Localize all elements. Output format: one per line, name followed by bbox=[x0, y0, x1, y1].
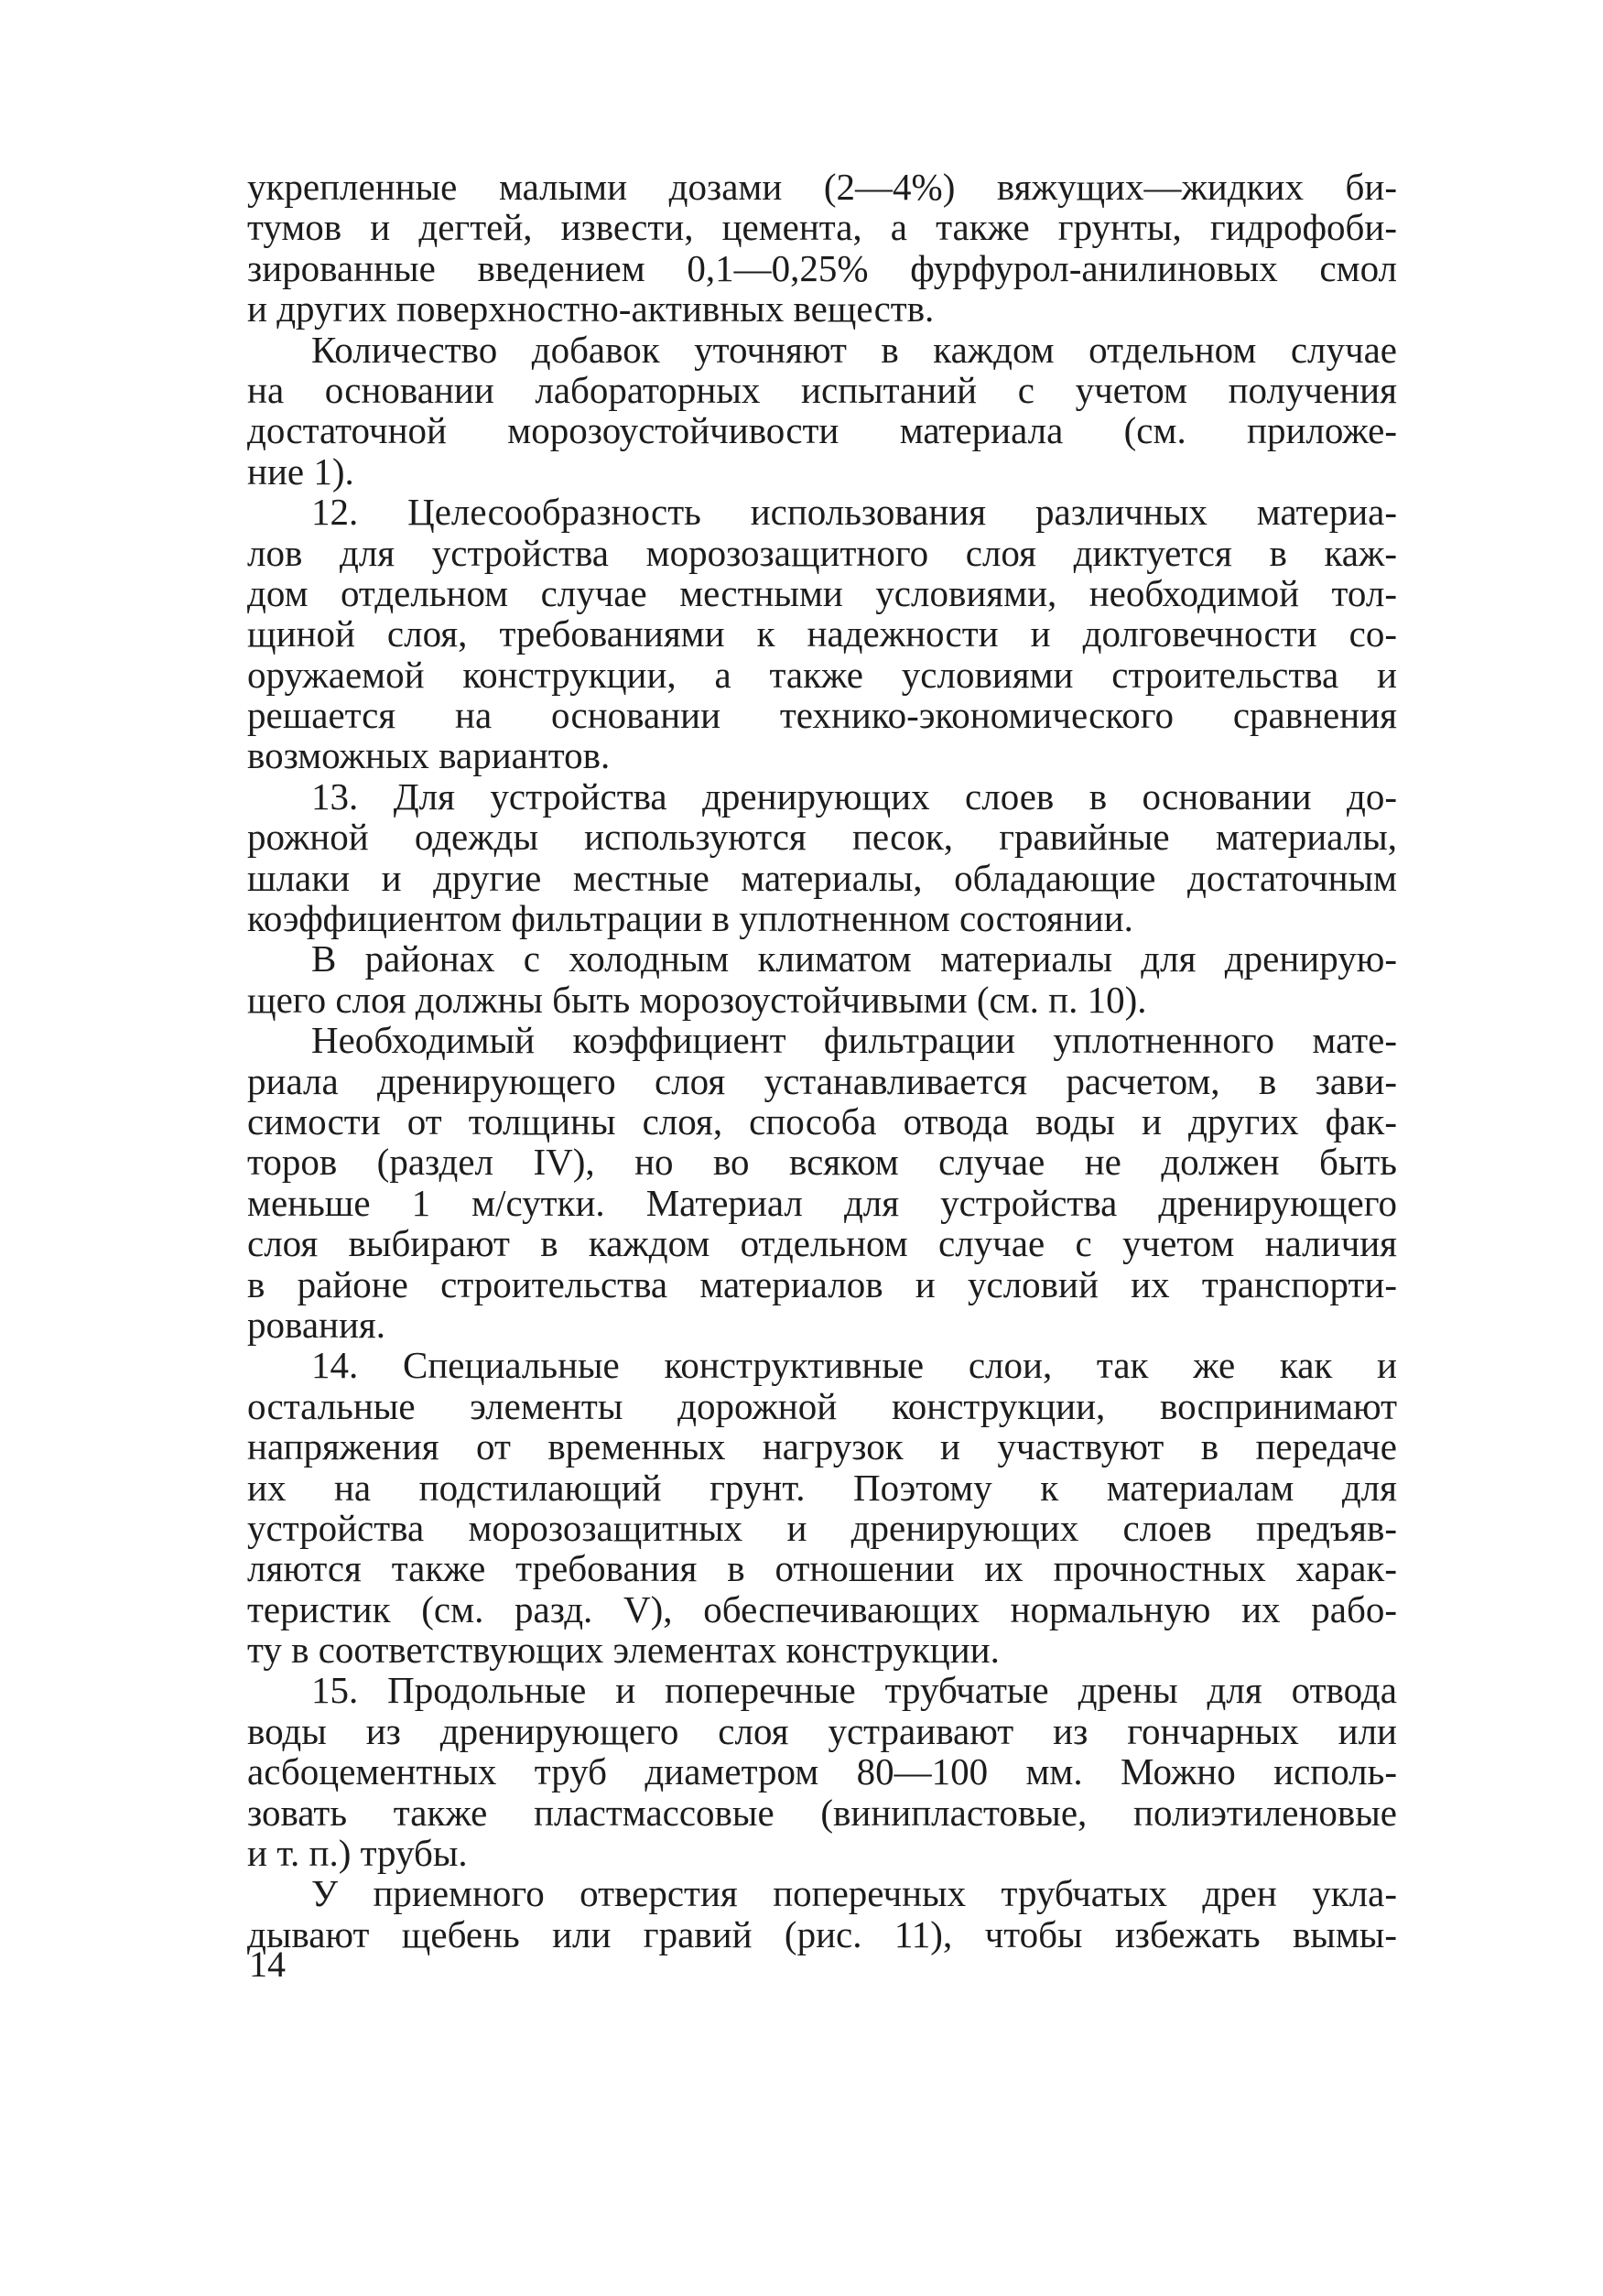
text-line: зовать также пластмассовые (винипластовые, полиэтиленовые bbox=[247, 1791, 1397, 1834]
text-line: их на подстилающий грунт. Поэтому к материалам для bbox=[247, 1466, 1397, 1509]
text-line: в районе строительства материалов и условий их транспорти- bbox=[247, 1262, 1397, 1305]
text-line: теристик (см. разд. V), обеспечивающих нормальную их рабо- bbox=[247, 1587, 1397, 1630]
text-line: У приемного отверстия поперечных трубчатых дрен укла- bbox=[311, 1872, 1397, 1915]
text-line: шлаки и другие местные материалы, обладающие достаточным bbox=[247, 856, 1397, 899]
text-line: 14. Специальные конструктивные слои, так же как и bbox=[311, 1344, 1397, 1387]
text-line: В районах с холодным климатом материалы для дренирую- bbox=[311, 937, 1397, 980]
text-line: оружаемой конструкции, а также условиями строительства и bbox=[247, 653, 1397, 696]
text-line: щего слоя должны быть морозоустойчивыми (см. п. 10). bbox=[247, 978, 1147, 1021]
text-line: дом отдельном случае местными условиями, необходимой тол- bbox=[247, 571, 1397, 614]
text-line: Необходимый коэффициент фильтрации уплотненного мате- bbox=[311, 1019, 1397, 1062]
text-line: и т. п.) трубы. bbox=[247, 1832, 468, 1875]
page-number: 14 bbox=[249, 1944, 286, 1985]
text-line: рожной одежды используются песок, гравийные материалы, bbox=[247, 816, 1397, 859]
text-line: слоя выбирают в каждом отдельном случае с учетом наличия bbox=[247, 1222, 1397, 1265]
body-text bbox=[247, 167, 1397, 1955]
text-line: на основании лабораторных испытаний с учетом получения bbox=[247, 368, 1397, 411]
text-line: лов для устройства морозозащитного слоя диктуется в каж- bbox=[247, 531, 1397, 574]
text-line: ние 1). bbox=[247, 449, 354, 493]
text-line: возможных вариантов. bbox=[247, 734, 611, 777]
text-line: рования. bbox=[247, 1303, 386, 1346]
text-line: 13. Для устройства дренирующих слоев в основании до- bbox=[311, 774, 1397, 818]
text-line: решается на основании технико-экономического сравнения bbox=[247, 694, 1397, 737]
text-line: щиной слоя, требованиями к надежности и долговечности со- bbox=[247, 612, 1397, 655]
text-line: 12. Целесообразность использования различных материа- bbox=[311, 491, 1397, 534]
text-line: зированные введением 0,1—0,25% фурфурол-анилиновых смол bbox=[247, 246, 1397, 289]
text-line: напряжения от временных нагрузок и участвуют в передаче bbox=[247, 1425, 1397, 1468]
text-line: торов (раздел IV), но во всяком случае не должен быть bbox=[247, 1141, 1397, 1184]
text-line: симости от толщины слоя, способа отвода воды и других фак- bbox=[247, 1099, 1397, 1143]
text-line: укрепленные малыми дозами (2—4%) вяжущих—жидких би- bbox=[247, 166, 1397, 208]
text-line: ляются также требования в отношении их прочностных харак- bbox=[247, 1547, 1397, 1590]
text-line: 15. Продольные и поперечные трубчатые дрены для отвода bbox=[311, 1669, 1397, 1712]
text-line: риала дренирующего слоя устанавливается расчетом, в зави- bbox=[247, 1059, 1397, 1102]
text-line: и других поверхностно-активных веществ. bbox=[247, 287, 935, 330]
text-line: меньше 1 м/сутки. Материал для устройства дренирующего bbox=[247, 1181, 1397, 1224]
text-line: остальные элементы дорожной конструкции, воспринимают bbox=[247, 1384, 1397, 1427]
text-line: коэффициентом фильтрации в уплотненном состоянии. bbox=[247, 897, 1133, 940]
text-line: тумов и дегтей, извести, цемента, а также грунты, гидрофоби- bbox=[247, 206, 1397, 249]
text-line: Количество добавок уточняют в каждом отдельном случае bbox=[311, 328, 1397, 371]
text-line: устройства морозозащитных и дренирующих слоев предъяв- bbox=[247, 1506, 1397, 1549]
text-line: дывают щебень или гравий (рис. 11), чтобы избежать вымы- bbox=[247, 1912, 1397, 1955]
text-line: ту в соответствующих элементах конструкции. bbox=[247, 1629, 1000, 1672]
text-line: воды из дренирующего слоя устраивают из гончарных или bbox=[247, 1709, 1397, 1752]
text-line: достаточной морозоустойчивости материала (см. приложе- bbox=[247, 409, 1397, 452]
text-line: асбоцементных труб диаметром 80—100 мм. Можно исполь- bbox=[247, 1750, 1397, 1793]
